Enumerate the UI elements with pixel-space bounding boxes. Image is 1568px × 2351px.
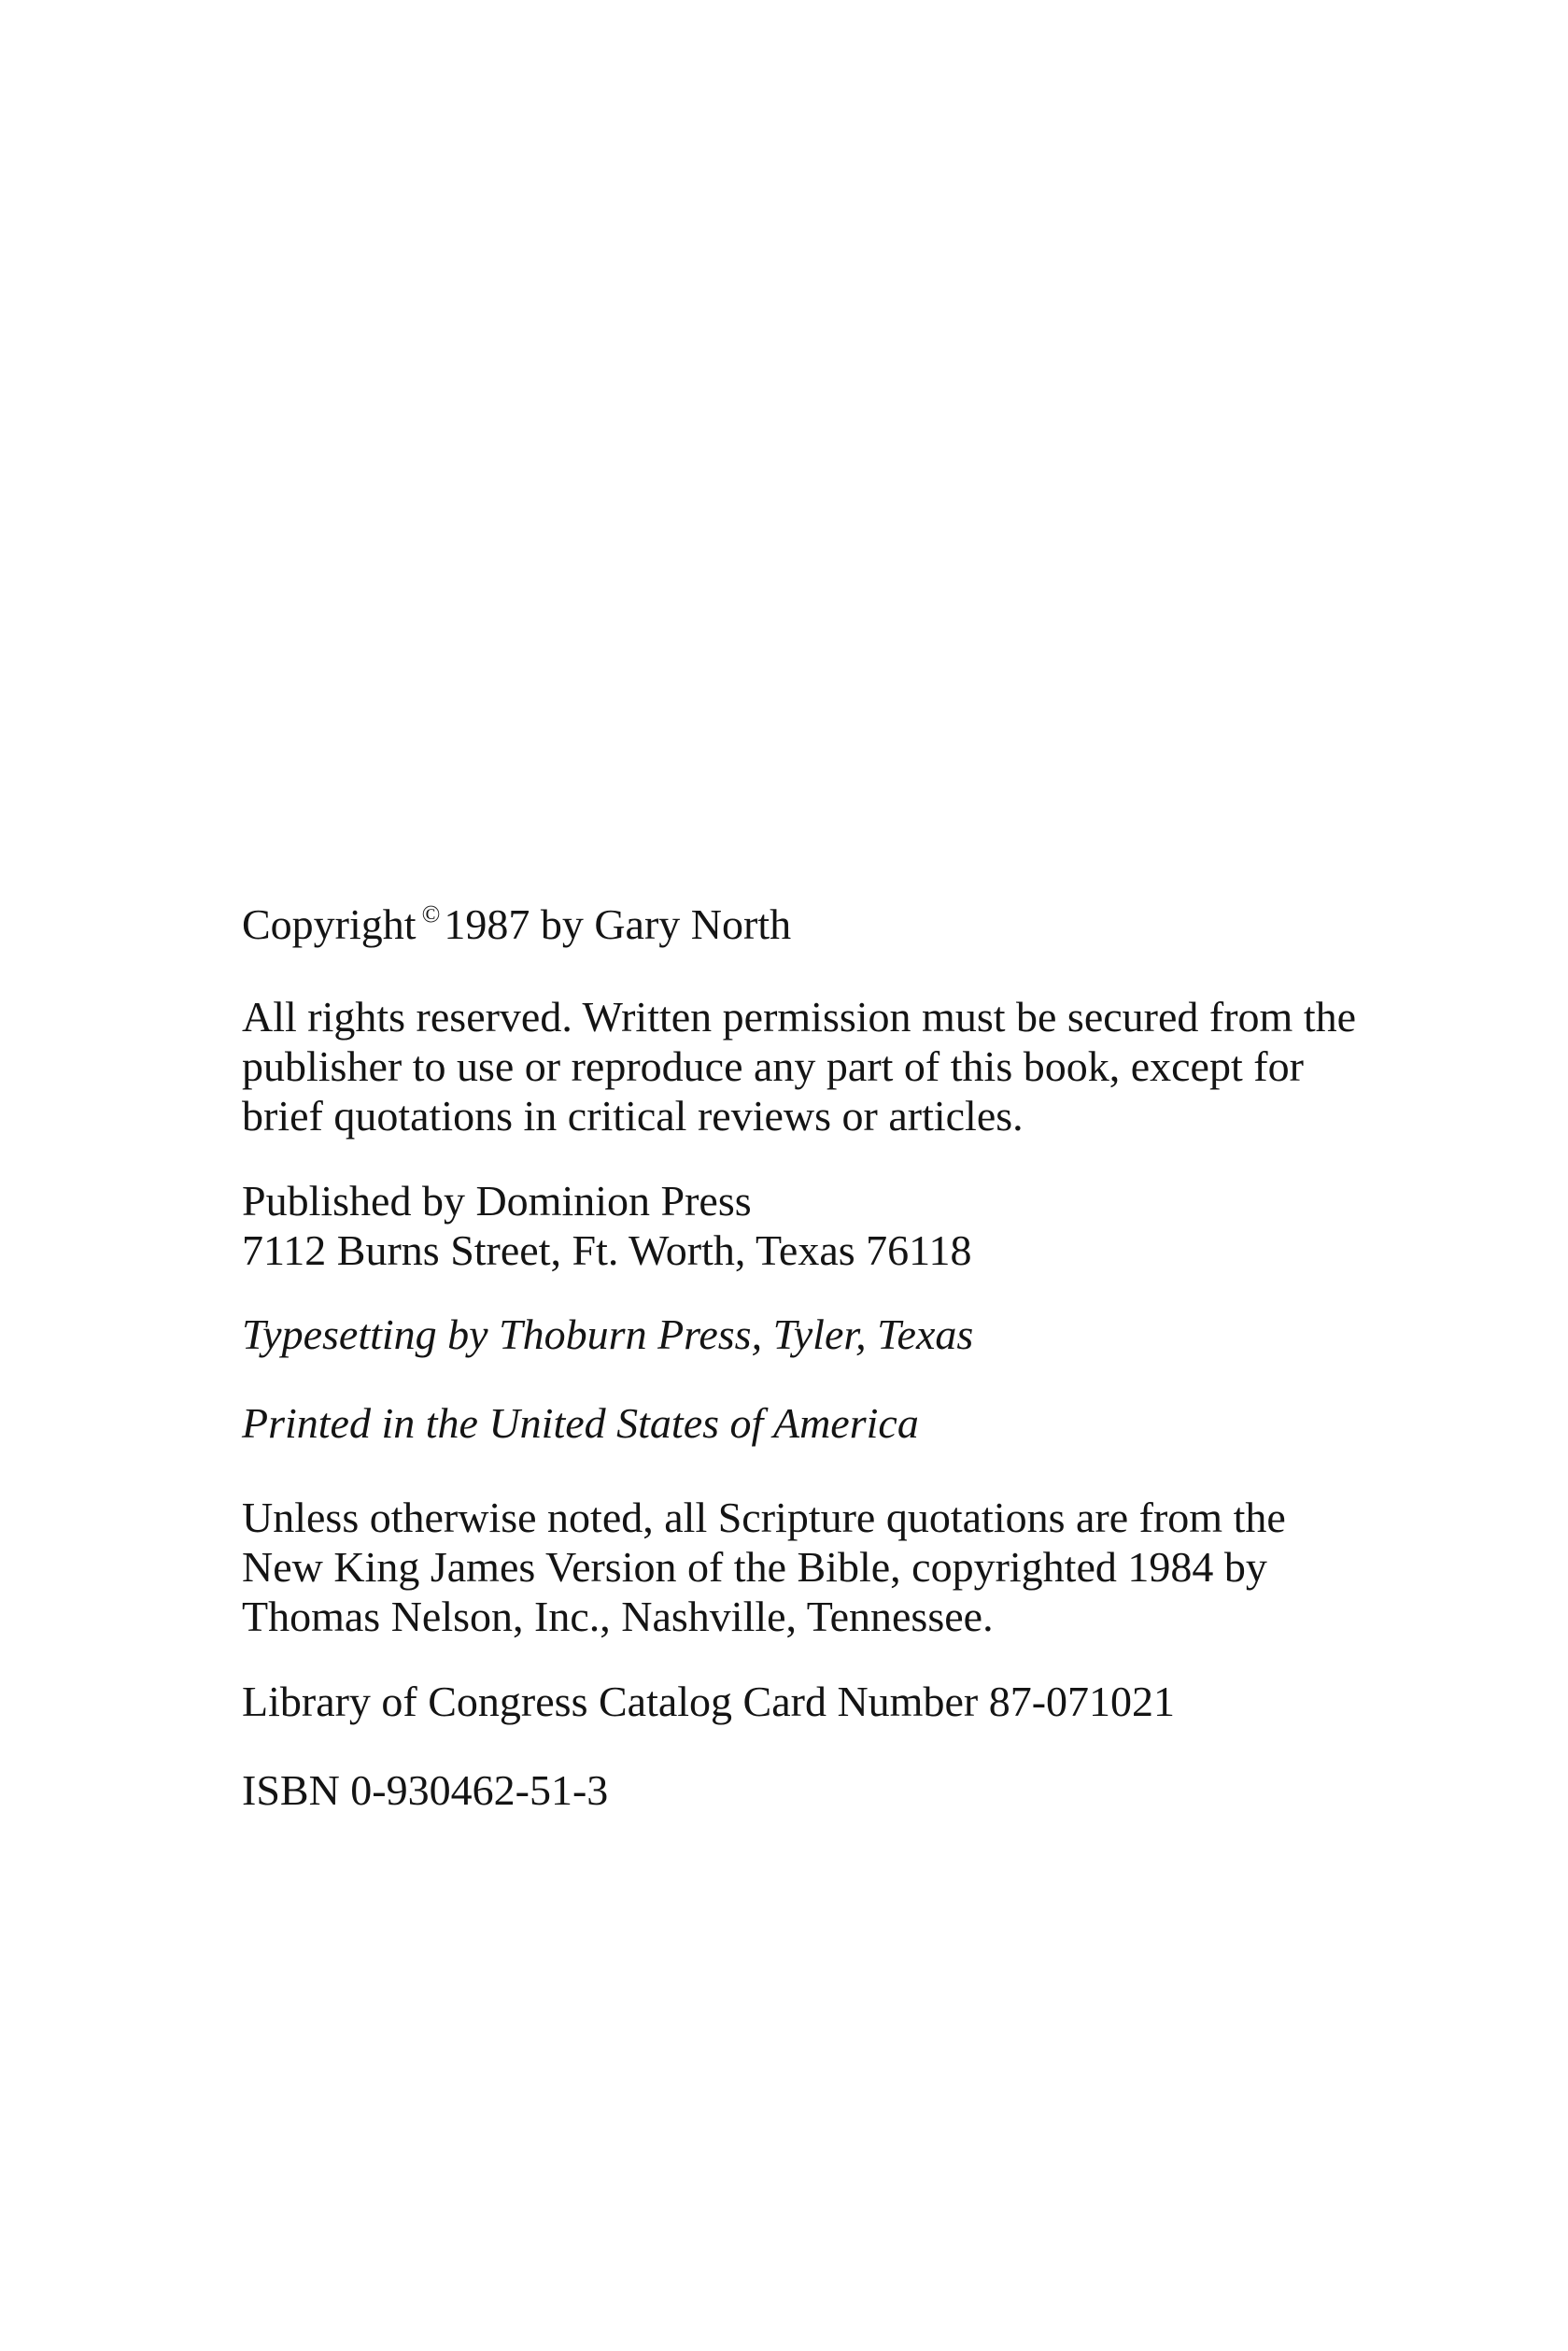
- rights-line: publisher to use or reproduce any part of this book, except for: [242, 1042, 1304, 1090]
- rights-reserved-statement: [242, 992, 1419, 1140]
- scripture-line: New King James Version of the Bible, copyrighted 1984 by: [242, 1543, 1267, 1591]
- copyright-holder: 1987 by Gary North: [444, 900, 792, 948]
- copyright-symbol: ©: [421, 900, 441, 928]
- rights-line: All rights reserved. Written permission must be secured from the: [242, 993, 1357, 1041]
- rights-line: brief quotations in critical reviews or articles.: [242, 1092, 1024, 1140]
- typesetting-credit: Typesetting by Thoburn Press, Tyler, Texas: [242, 1310, 974, 1358]
- scripture-line: Unless otherwise noted, all Scripture quotations are from the: [242, 1494, 1286, 1541]
- library-of-congress-number: Library of Congress Catalog Card Number 87-071021: [242, 1678, 1176, 1725]
- scripture-notice: [242, 1493, 1419, 1641]
- publisher-name: Published by Dominion Press: [242, 1177, 752, 1225]
- publisher-address: 7112 Burns Street, Ft. Worth, Texas 76118: [242, 1226, 972, 1274]
- copyright-notice: [242, 899, 1419, 949]
- copyright-prefix: Copyright: [242, 900, 417, 948]
- scripture-line: Thomas Nelson, Inc., Nashville, Tennessee.: [242, 1593, 994, 1640]
- isbn: ISBN 0-930462-51-3: [242, 1766, 609, 1814]
- printed-in-notice: Printed in the United States of America: [242, 1399, 919, 1447]
- publisher-info: [242, 1176, 1419, 1275]
